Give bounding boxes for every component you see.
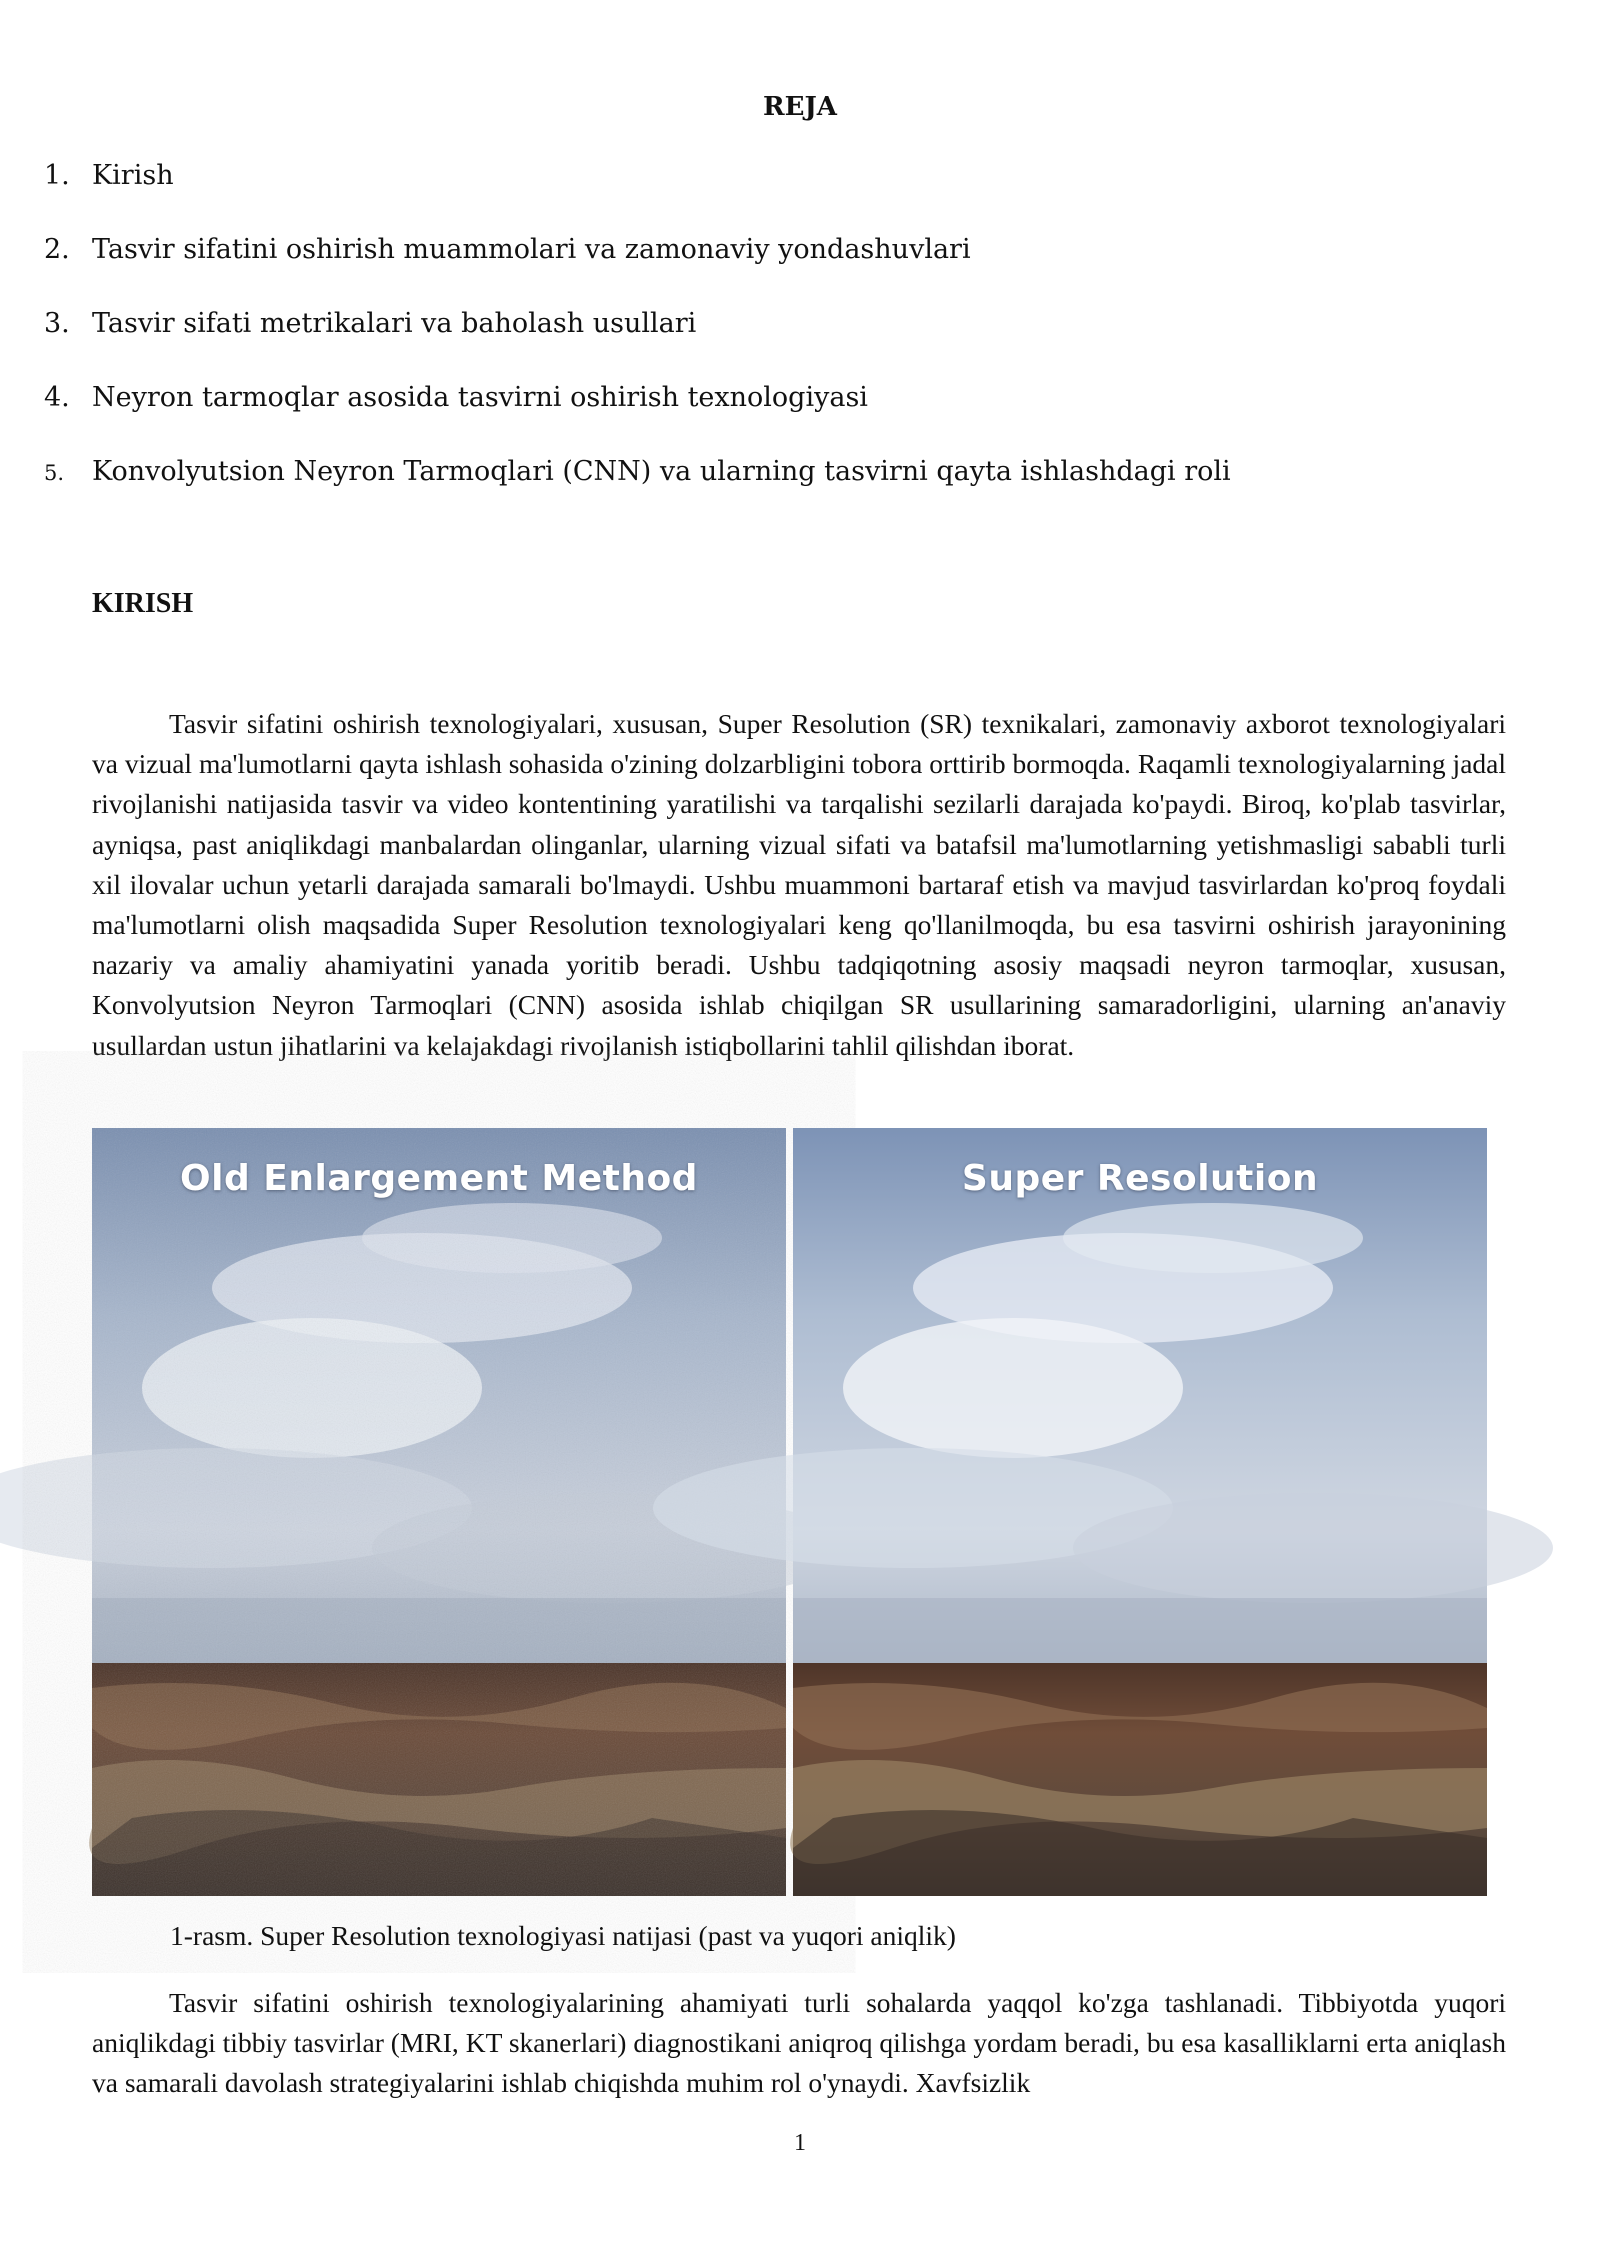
intro-paragraph: Tasvir sifatini oshirish texnologiyalari, xususan, Super Resolution (SR) texnikalari, zamonaviy axborot texnologiyalari va vizual ma'lumotlarni qayta ishlash sohasida o'zining dolzarbligini tobora orttirib bormoqda. Raqamli texnologiyalarning jadal rivojlanishi natijasida tasvir va video kontentining yaratilishi va tarqalishi sezilarli darajada ko'paydi. Biroq, ko'plab tasvirlar, ayniqsa, past aniqlikdagi manbalardan olinganlar, ularning vizual sifati va batafsil ma'lumotlarning yetishmasligi sababli turli xil ilovalar uchun yetarli darajada samarali bo'lmaydi. Ushbu muammoni bartaraf etish va mavjud tasvirlardan ko'proq foydali ma'lumotlarni olish maqsadida Super Resolution texnologiyalari keng qo'llanilmoqda, bu esa tasvirni oshirish jarayonining nazariy va amaliy ahamiyatini yanada yoritib beradi. Ushbu tadqiqotning asosiy maqsadi neyron tarmoqlar, xususan, Konvolyutsion Neyron Tarmoqlari (CNN) asosida ishlab chiqilgan SR usullarining samaradorligini, ularning an'anaviy usullardan ustun jihatlarini va kelajakdagi rivojlanish istiqbollarini tahlil qilishdan iborat. [92,708,1506,1061]
plan-item-number: 4. [44,382,70,413]
super-resolution-image [793,1128,1487,1896]
plan-item-text: Konvolyutsion Neyron Tarmoqlari (CNN) va ularning tasvirni qayta ishlashdagi roli [92,456,1231,487]
page-number: 1 [794,2130,806,2156]
plan-item-number: 5. [44,461,65,485]
super-resolution-label: Super Resolution [961,1158,1319,1199]
plan-item-number: 2. [44,234,70,265]
intro-paragraph: Tasvir sifatini oshirish texnologiyalarining ahamiyati turli sohalarda yaqqol ko'zga tashlanadi. Tibbiyotda yuqori aniqlikdagi tibbiy tasvirlar (MRI, KT skanerlari) diagnostikani aniqroq qilishga yordam beradi, bu esa kasalliklarni erta aniqlash va samarali davolash strategiyalarini ishlab chiqishda muhim rol o'ynaydi. Xavfsizlik [92,1987,1506,2099]
plan-item [44,308,696,348]
plan-item [44,160,174,200]
old-method-label: Old Enlargement Method [180,1158,698,1199]
section-heading-kirish: KIRISH [92,588,194,619]
plan-item [44,382,868,422]
plan-item-text: Neyron tarmoqlar asosida tasvirni oshirish texnologiyasi [92,382,868,413]
plan-item-text: Tasvir sifati metrikalari va baholash usullari [92,308,697,339]
plan-item-number: 3. [44,308,70,339]
plan-item-text: Kirish [92,160,174,191]
plan-item [44,234,971,274]
plan-item-number: 1. [44,160,70,191]
plan-item-text: Tasvir sifatini oshirish muammolari va zamonaviy yondashuvlari [92,234,971,265]
plan-item [44,456,1231,496]
plan-title: REJA [763,92,837,122]
comparison-figure [92,1128,1490,1896]
figure-caption: 1-rasm. Super Resolution texnologiyasi natijasi (past va yuqori aniqlik) [170,1920,956,1951]
